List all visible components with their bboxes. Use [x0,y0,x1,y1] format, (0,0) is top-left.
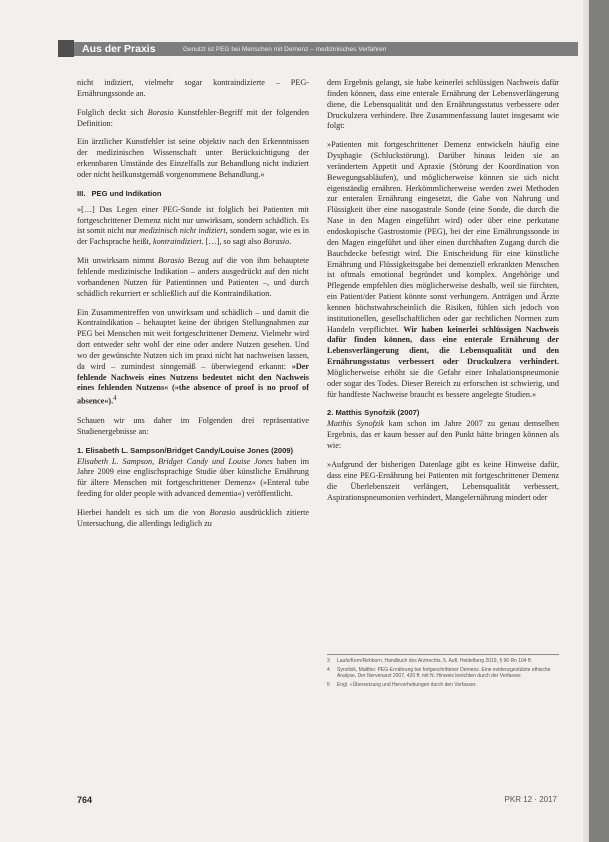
paragraph: Matthis Synofzik kam schon im Jahre 2007 zu genau demselben Ergebnis, das er kaum besser auf den Punkt hätte bringen können als wie: [327,419,559,451]
study-heading: 2. Matthis Synofzik (2007) [327,408,420,418]
section-heading: III. PEG und Indikation [77,188,162,198]
block-quote: »Patienten mit fortgeschrittener Demenz entwickeln häufig eine Dysphagie (Schluckstörung). Darüber hinaus leiden sie an verändertem Appetit und Apraxie (Störung der Koordination von Bewegungsabläufen), und möglicherweise können sie sich nicht eigenständig ernähren. Herkömmlicherweise werden zwei Methoden zur enteralen Ernährung eingesetzt, die Gabe von Nahrung und Flüssigkeit über eine nasogastrale Sonde (eine Sonde, die durch die Nase in den Magen eingeführt wird) oder über eine perkutane endoskopische Gastrostomie (PEG), bei der eine Ernährungssonde in den Magen eingeführt und über einen durchhaften Zugang durch die Bauchdecke befestigt wird. Die Entscheidung für eine künstliche Ernährung und Flüssigkeitsgabe bei demenziell erkrankten Menschen ist oftmals emotional begründet und komplex. Angehörige und Pflegende empfehlen dies möglicherweise deshalb, weil sie fürchten, ein Patient/der Patient könnte sonst verhungern. Anträgen und Ärzte kennen höchstwahrscheinlich die Risiken, fühlen sich jedoch von institutionellen, gesellschaftlichen oder gar rechtlichen Normen zum Handeln verpflichtet. Wir haben keinerlei schlüssigen Nachweis dafür finden können, dass eine enterale Ernährung der Lebensverlängerung dient, die Lebensqualität und den Ernährungsstatus verbessert oder Druckulzera verhindert. Möglicherweise erhöht sie die Gefahr einer Inhalationspneumonie oder sogar des Todes. Dieser Bereich zu erforschen ist schwierig, und für handfeste Nachweise braucht es bessere angelegte Studien.« [327,140,559,399]
footnote: 5 Engl. »Übersetzung und Hervorhebungen durch den Verfasser. [327,681,477,688]
paragraph: »[…] Das Legen einer PEG-Sonde ist folglich bei Patienten mit fortgeschrittener Demenz nicht nur unwirksam, sondern schädlich. Es ist somit nicht nur medizinisch nicht indiziert, sondern sogar, wie es in der Fachsprache heißt, kontraindiziert. […], so sagt also Borasio. [77,204,310,247]
right-column [327,78,559,511]
paragraph: Schauen wir uns daher im Folgenden drei repräsentative Studienergebnisse an: [77,415,309,436]
paragraph: Folglich deckt sich Borasio Kunstfehler-Begriff mit der folgenden Definition: [77,107,309,128]
paragraph: Hierbei handelt es sich um die von Borasio ausdrücklich zitierte Untersuchung, die allerdings lediglich zu [77,507,310,528]
footnote: 4 Synofzik, Matthis: PEG-Ernährung bei fortgeschrittener Demenz. Eine evidenzgestützte ethische Analyse, Der Nervenarzt 2007, 420 ff. mit N. Hinweis berichten durch der Verfasser. [327,666,551,679]
page-number: 764 [77,795,93,805]
page-edge-shadow [583,0,589,842]
paragraph: dem Ergebnis gelangt, sie habe keinerlei schlüssigen Nachweis dafür finden können, dass eine enterale Ernährung der Lebensverlängerung diene, die Lebensqualität und den Ernährungsstatus verbessere oder Druckulzera verhindere. Ihre Zusammenfassung lautet insgesamt wie folgt: [327,78,559,131]
block-quote: »Aufgrund der bisherigen Datenlage gibt es keine Hinweise dafür, dass eine PEG-Ernährung bei Patienten mit fortgeschrittener Demenz die Überlebenszeit verlängert, Lebensqualität verbessert, Aspirationspneumonien verhindert, Mangelernährung mindert oder [327,460,559,502]
paragraph: Ein ärztlicher Kunstfehler ist seine objektiv nach den Erkenntnissen der medizinischen Wissenschaft unter Berücksichtigung der erkennbaren Umstände des Einzelfalls zur Behandlung nicht indiziert oder nicht heilkunstgemäß vorgenommene Behandlung.« [77,137,309,179]
paragraph: Ein Zusammentreffen von unwirksam und schädlich – und damit die Kontraindikation – behauptet keine der übrigen Stellungnahmen zur PEG bei Menschen mit weit fortgeschrittener Demenz. Vielmehr wird dort entweder sehr wohl der eine oder andere Nutzen gesehen. Und wo der gewünschte Nutzen sich im praxi nicht hat nachweisen lassen, da wird – zumindest sinngemäß – überwiegend erkannt: »Der fehlende Nachweis eines Nutzens bedeutet nicht den Nachweis eines fehlenden Nutzens« (»the absence of proof is no proof of absence«).$^4$ [77,307,309,406]
header-subtitle: Genutzt ist PEG bei Menschen mit Demenz – medizinisches Verfahren [183,46,387,53]
left-column [77,78,309,538]
header-section-title: Aus der Praxis [82,43,156,55]
study-heading: 1. Elisabeth L. Sampson/Bridget Candy/Louise Jones (2009) [77,445,294,455]
paragraph: Elisabeth L. Sampson, Bridget Candy und Louise Jones haben im Jahre 2009 eine englischsprachige Studie über künstliche Ernährung für ältere Menschen mit fortgeschrittener Demenz« (»Enteral tube feeding for older people with advanced dementia«) veröffentlicht. [77,456,309,499]
journal-issue: PKR 12 · 2017 [504,795,557,804]
footnotes [327,654,559,690]
footnote: 3 Laufs/Kern/Rehborn, Handbuch des Arztrechts, 5. Aufl. Heidelberg 2019, § 96 Rn 104 ff. [327,658,533,664]
paragraph: nicht indiziert, vielmehr sogar kontraindizierte – PEG-Ernährungssonde an. [77,78,309,98]
header-square-icon [58,40,74,57]
paragraph: Mit unwirksam nimmt Borasio Bezug auf die von ihm behauptete fehlende medizinische Indikation – anders ausgedrückt auf den nicht vorhandenen Nutzen für Patientinnen und Patienten –, und durch schädlich rekurriert er schließlich auf die Kontraindikation. [77,256,310,298]
